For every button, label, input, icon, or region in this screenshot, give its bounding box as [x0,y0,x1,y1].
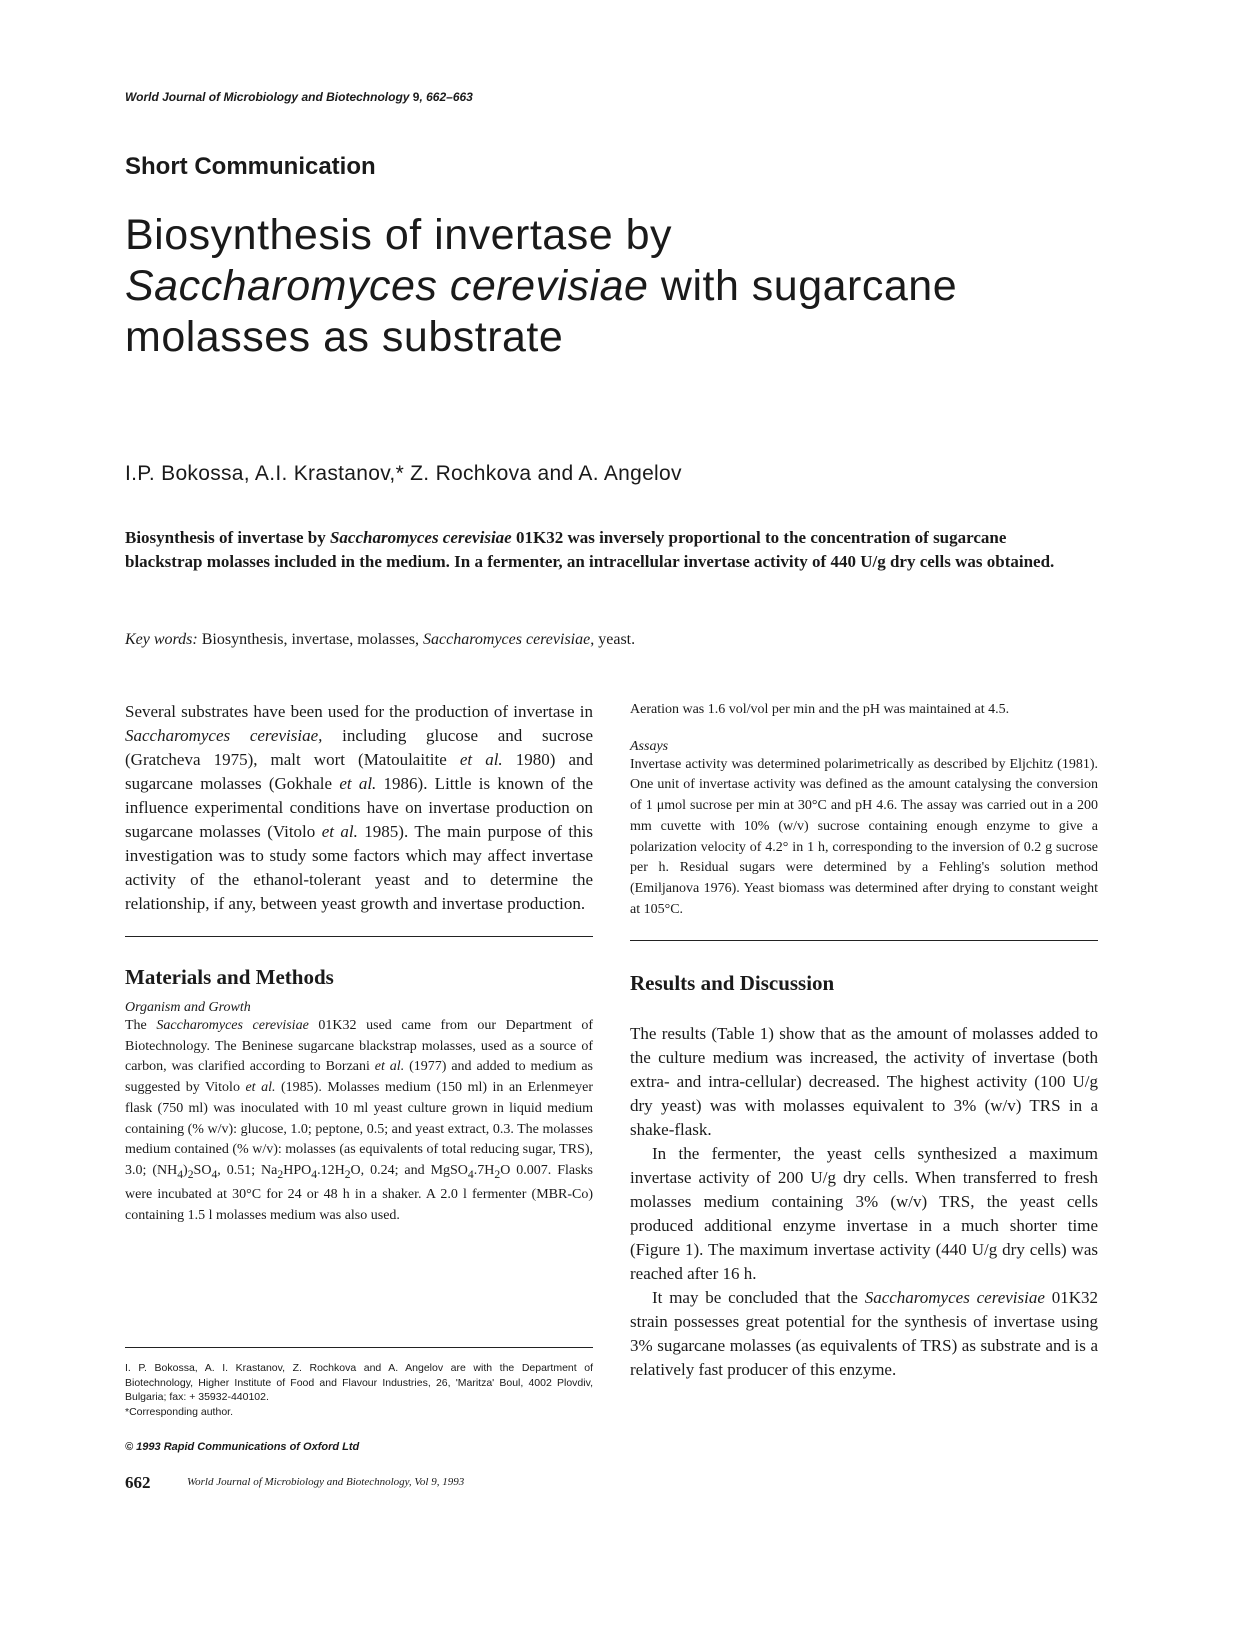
corresponding-author-note: *Corresponding author. [125,1405,233,1418]
results-paragraph-1: The results (Table 1) show that as the amount of molasses added to the culture medium was increased, the activity of invertase (both extra- and intra-cellular) decreased. The highest activity (100 U/g dry yeast) was with molasses equivalent to 3% (w/v) TRS in a shake-flask. [630,1024,1098,1140]
methods-paragraph: The Saccharomyces cerevisiae 01K32 used came from our Department of Biotechnology. The Beninese sugarcane blackstrap molasses, used as a source of carbon, was clarified according to Borzani et al. (1977) and added to medium as suggested by Vitolo et al. (1985). Molasses medium (150 ml) in an Erlenmeyer flask (750 ml) was inoculated with 10 ml yeast culture grown in liquid medium containing (% w/v): glucose, 1.0; peptone, 0.5; and yeast extract, 0.3. The molasses medium contained (% w/v): molasses (as equivalents of total reducing sugar, TRS), 3.0; $(NH_4)_2SO_4$, 0.51; $Na_2HPO_4.12H_2O$, 0.24; and $MgSO_4.7H_2O$ 0.007. Flasks were incubated at 30°C for 24 or 48 h in a shaker. A 2.0 l fermenter (MBR-Co) containing 1.5 l molasses medium was also used. [125,1018,593,1224]
copyright: © 1993 Rapid Communications of Oxford Ltd [125,1441,360,1453]
footnote-divider [125,1347,593,1348]
title-line-3: molasses as substrate [125,313,564,361]
authors: I.P. Bokossa, A.I. Krastanov,* Z. Rochkova and A. Angelov [125,462,682,485]
assays-subheading: Assays [630,738,669,754]
title-line-2: Saccharomyces cerevisiae with sugarcane [125,262,958,310]
results-heading: Results and Discussion [630,971,835,996]
author-affiliation-footnote: I. P. Bokossa, A. I. Krastanov, Z. Rochkova and A. Angelov are with the Department of Biotechnology, Higher Institute of Food and Flavour Industries, 26, 'Maritza' Boul, 4002 Plovdiv, Bulgaria; fax: + 35932-440102. *Corresponding author. [125,1362,593,1418]
results-paragraph-2: In the fermenter, the yeast cells synthesized a maximum invertase activity of 200 U/g dry cells. When transferred to fresh molasses medium containing 3% (w/v) TRS, the yeast cells produced additional enzyme invertase in a much shorter time (Figure 1). The maximum invertase activity (440 U/g dry cells) was reached after 16 h. [630,1144,1098,1284]
keywords: Key words: Biosynthesis, invertase, molasses, Saccharomyces cerevisiae, yeast. [125,631,636,648]
introduction-paragraph: Several substrates have been used for the production of invertase in Saccharomyces cerevisiae, including glucose and sucrose (Gratcheva 1975), malt wort (Matoulaitite et al. 1980) and sugarcane molasses (Gokhale et al. 1986). Little is known of the influence experimental conditions have on invertase production on sugarcane molasses (Vitolo et al. 1985). The main purpose of this investigation was to study some factors which may affect invertase activity of the ethanol-tolerant yeast and to determine the relationship, if any, between yeast growth and invertase production. [125,702,593,913]
organism-growth-subheading: Organism and Growth [125,1000,251,1015]
assays-paragraph: Invertase activity was determined polarimetrically as described by Eljchitz (1981). One unit of invertase activity was defined as the amount catalysing the conversion of 1 μmol sucrose per min at 30°C and pH 4.6. The assay was carried out in a 200 mm cuvette with 10% (w/v) sucrose containing enough enzyme to give a polarization velocity of 4.2° in 1 h, corresponding to the inversion of 0.2 g sucrose per h. Residual sugars were determined by a Fehling's solution method (Emiljanova 1976). Yeast biomass was determined after drying to constant weight at 105°C. [630,756,1098,917]
section-divider [125,936,593,937]
methods-heading: Materials and Methods [125,965,334,989]
aeration-paragraph: Aeration was 1.6 vol/vol per min and the pH was maintained at 4.5. [630,702,1010,717]
section-type: Short Communication [125,153,376,180]
right-column [630,700,1098,1382]
left-column [125,700,593,1227]
footer-journal: World Journal of Microbiology and Biotechnology, Vol 9, 1993 [187,1476,465,1488]
section-divider [630,940,1098,941]
results-paragraph-3: It may be concluded that the Saccharomyces cerevisiae 01K32 strain possesses great potential for the synthesis of invertase using 3% sugarcane molasses (as equivalents of TRS) as substrate and is a relatively fast producer of this enzyme. [630,1288,1098,1380]
journal-header: World Journal of Microbiology and Biotechnology 9, 662–663 [125,90,473,104]
article-title [125,210,1125,363]
page-number: 662 [125,1473,151,1492]
abstract: Biosynthesis of invertase by Saccharomyces cerevisiae 01K32 was inversely proportional to the concentration of sugarcane blackstrap molasses included in the medium. In a fermenter, an intracellular invertase activity of 440 U/g dry cells was obtained. [125,528,1055,571]
title-line-1: Biosynthesis of invertase by [125,211,672,259]
